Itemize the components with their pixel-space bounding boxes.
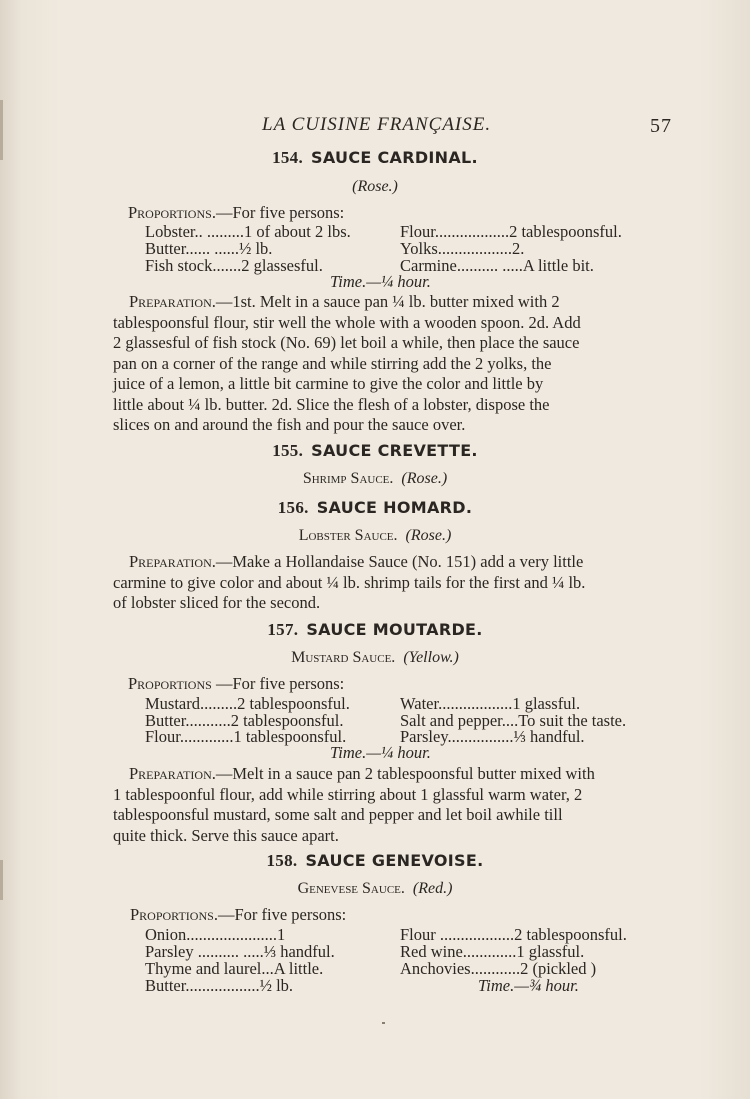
ingredient-left: Parsley .......... .....⅓ handful. [145,942,335,961]
recipe-name: SAUCE GENEVOISE. [305,851,484,870]
recipe-number: 158. [266,851,298,870]
proportions-158 [130,905,346,925]
text-line: 2 glassesful of fish stock (No. 69) let boil a while, then place the sauce [113,333,580,352]
text-line: of lobster sliced for the second. [113,593,321,612]
recipe-subtitle-156 [0,527,750,545]
ingredient-left: Thyme and laurel...A little. [145,959,324,978]
ingredient-right: Salt and pepper....To suit the taste. [400,711,627,730]
ingredient-right: Yolks..................2. [400,239,525,258]
preparation-154 [113,292,671,436]
time-154: Time.—¼ hour. [330,272,431,291]
ingredient-left: Mustard.........2 tablespoonsful. [145,694,350,713]
ingredient-right: Anchovies............2 (pickled ) [400,959,597,978]
preparation-label: Preparation [129,292,212,311]
recipe-name: SAUCE MOUTARDE. [306,620,483,639]
recipe-name: SAUCE HOMARD. [316,498,473,517]
recipe-name: SAUCE CREVETTE. [311,441,478,460]
recipe-number: 155. [272,441,304,460]
text-line: 1 tablespoonful flour, add while stirring about 1 glassful warm water, 2 [113,784,583,804]
running-head [262,114,672,136]
recipe-subtitle-155 [0,470,750,488]
text-line: slices on and around the fish and pour the sauce over. [113,415,466,434]
english-name: Mustard Sauce. [291,649,396,666]
proportions-text: .—For five persons: [211,203,345,222]
color-label: (Rose.) [352,178,398,195]
proportions-label: Proportions [130,905,214,924]
recipe-title-156 [0,498,750,518]
time-158: Time.—¾ hour. [478,976,579,995]
recipe-name: SAUCE CARDINAL. [311,148,478,167]
ingredient-left: Butter...... ......½ lb. [145,239,273,258]
ingredient-right: Flour ..................2 tablespoonsful. [400,925,627,944]
preparation-156 [113,552,671,614]
recipe-subtitle-158 [0,880,750,898]
recipe-title-154 [0,148,750,168]
color-label: (Red.) [412,880,453,897]
text-line: juice of a lemon, a little bit carmine to give the color and little by [113,374,544,393]
ingredient-left: Onion......................1 [145,925,286,944]
recipe-title-157 [0,620,750,640]
recipe-title-155 [0,441,750,461]
ingredient-left: Lobster.. .........1 of about 2 lbs. [145,222,351,241]
color-label: (Rose.) [405,527,452,544]
ingredient-left: Fish stock.......2 glassesful. [145,256,323,275]
proportions-label: Proportions [128,203,212,222]
ingredient-right: Water..................1 glassful. [400,694,581,713]
proportions-text: .—For five persons: [213,905,347,924]
text-line: .—1st. Melt in a sauce pan ¼ lb. butter mixed with 2 [211,292,560,311]
recipe-number: 154. [272,148,304,167]
text-line: pan on a corner of the range and while stirring add the 2 yolks, the [113,353,552,373]
paper-speck [382,1022,385,1024]
ingredient-left: Flour.............1 tablespoonsful. [145,727,347,746]
text-line: .—Melt in a sauce pan 2 tablespoonsful butter mixed with [211,764,595,783]
english-name: Genevese Sauce. [297,880,405,897]
recipe-number: 157. [267,620,299,639]
preparation-label: Preparation [129,764,212,783]
ingredient-right: Flour..................2 tablespoonsful. [400,222,622,241]
color-label: (Yellow.) [403,649,459,666]
text-line: little about ¼ lb. butter. 2d. Slice the flesh of a lobster, dispose the [113,394,550,414]
time-157: Time.—¼ hour. [330,743,431,762]
recipe-title-158 [0,851,750,871]
ingredient-left: Butter..................½ lb. [145,976,294,995]
ingredient-right: Parsley................⅓ handful. [400,727,585,746]
running-head-title: LA CUISINE FRANÇAISE. [262,114,492,135]
proportions-154 [128,203,344,223]
text-line: carmine to give color and about ¼ lb. shrimp tails for the first and ¼ lb. [113,572,586,592]
recipe-subtitle-154 [0,178,750,196]
preparation-157 [113,764,671,846]
proportions-label: Proportions [128,674,212,693]
page-number: 57 [650,115,672,137]
ingredient-left: Butter...........2 tablespoonsful. [145,711,344,730]
preparation-label: Preparation [129,552,212,571]
ingredient-right: Carmine.......... .....A little bit. [400,256,594,275]
color-label: (Rose.) [401,470,448,487]
text-line: tablespoonsful flour, stir well the whole with a wooden spoon. 2d. Add [113,312,581,332]
english-name: Shrimp Sauce. [302,470,394,487]
recipe-subtitle-157 [0,649,750,667]
proportions-text: —For five persons: [211,674,345,693]
ingredient-right: Red wine.............1 glassful. [400,942,585,961]
recipe-number: 156. [277,498,309,517]
text-line: quite thick. Serve this sauce apart. [113,825,339,845]
proportions-157 [128,674,344,694]
text-line: .—Make a Hollandaise Sauce (No. 151) add a very little [211,552,584,571]
text-line: tablespoonsful mustard, some salt and pepper and let boil awhile till [113,805,563,824]
english-name: Lobster Sauce. [298,527,398,544]
